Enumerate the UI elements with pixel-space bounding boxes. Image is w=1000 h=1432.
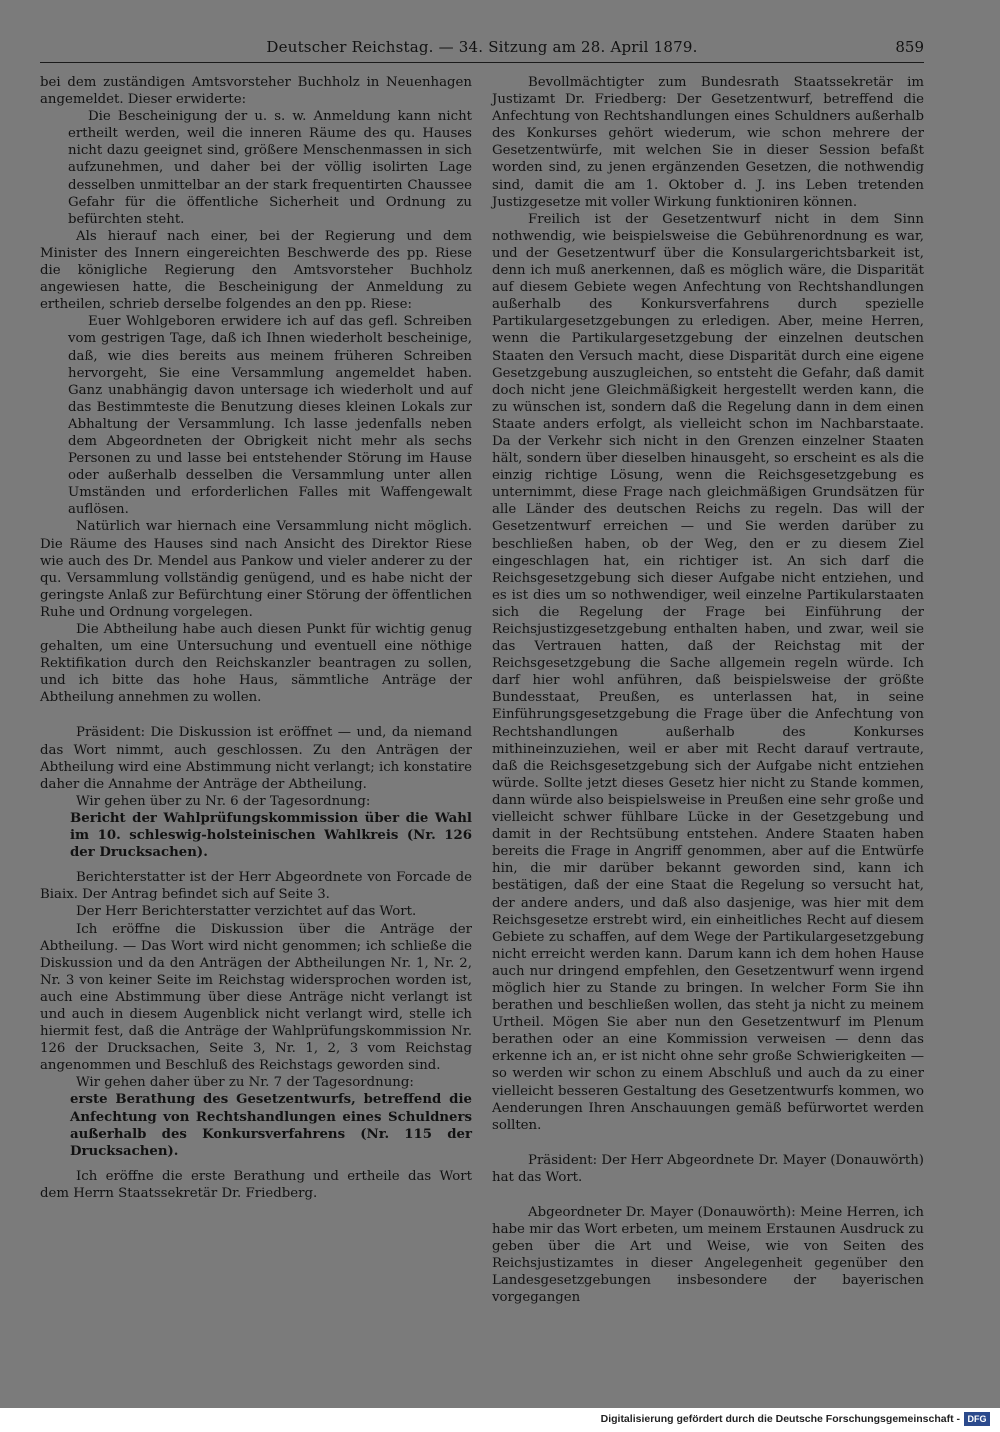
paragraph: Berichterstatter ist der Herr Abgeordnete von Forcade de Biaix. Der Antrag befindet sich auf Seite 3. <box>40 870 472 903</box>
paragraph: Freilich ist der Gesetzentwurf nicht in dem Sinn nothwendig, wie beispielsweise die Gebührenordnung es war, und der Gesetzentwurf über die Konsulargerichtsbarkeit ist, denn ich muß anerkennen, daß es möglich wäre, die Disparität auf diesem Gebiete wegen Anfechtung von Rechtshandlungen außerhalb des Konkursverfahrens durch spezielle Partikulargesetzgebungen zu erledigen. Aber, meine Herren, wenn die Partikulargesetzgebung der einzelnen deutschen Staaten den Versuch macht, diese Disparität durch eine eigene Gesetzgebung auszugleichen, so entsteht die Gefahr, daß damit doch nicht jene Gleichmäßigkeit hergestellt werden kann, die zu wünschen ist, sondern daß die Regelung dann in dem einen Staate anders erfolgt, als vielleicht schon im Nachbarstaate. Da der Verkehr sich nicht in den Grenzen einzelner Staaten hält, sondern über dieselben hinausgeht, so erscheint es als die einzig richtige Lösung, wenn die Reichsgesetzgebung es unternimmt, diese Frage nach gleichmäßigen Grundsätzen für alle Länder des deutschen Reichs zu regeln. Das will der Gesetzentwurf erreichen — und Sie werden darüber zu beschließen haben, ob der Weg, den er zu diesem Ziel eingeschlagen hat, ein richtiger ist. An sich darf die Reichsgesetzgebung sich dieser Aufgabe nicht entziehen, und es ist dies um so nothwendiger, weil einzelne Partikularstaaten sich die Regelung der Frage bei Einführung der Reichsjustizgesetzgebung enthalten haben, und zwar, weil sie das Vertrauen hatten, daß der Reichstag mit der Reichsgesetzgebung die Sache allgemein regeln würde. Ich darf hier wohl anführen, daß beispielsweise der größte Bundesstaat, Preußen, es unterlassen hat, in seine Einführungsgesetzgebung die Frage über die Anfechtung von Rechtshandlungen außerhalb des Konkurses mithineinzuziehen, weil er aber mit Recht darauf vertraute, daß die Reichsgesetzgebung sich der Aufgabe nicht entziehen würde. Sollte jetzt dieses Gesetz hier nicht zu Stande kommen, dann würde also beispielsweise in Preußen eine sehr große und vielleicht schwer fühlbare Lücke in der Gesetzgebung und damit in der Rechtsübung entstehen. Andere Staaten haben bereits die Frage in Angriff genommen, aber auf die Entwürfe hin, die mir darüber bekannt geworden sind, kann ich bestätigen, daß der eine Staat die Regelung so versucht hat, der andere anders, und daß also dasjenige, was hier mit dem Reichsgesetze erstrebt wird, ein einheitliches Recht auf diesem Gebiete zu schaffen, auf dem Wege der Partikulargesetzgebung nicht erreicht werden kann. Darum kann ich dem hohen Hause auch nur dringend empfehlen, den Gesetzentwurf wenn irgend möglich hier zu Stande zu bringen. In welcher Form Sie ihn berathen und beschließen wollen, das steht ja nicht zu meinem Urtheil. Mögen Sie aber nun den Gesetzentwurf im Plenum berathen oder an eine Kommission verweisen — denn das erkenne ich an, er ist nicht ohne sehr große Schwierigkeiten — so werden wir schon zu einem Abschluß und auch da zu einer vielleicht besseren Gestaltung des Gesetzentwurfs kommen, wo Aenderungen Ihren Anschauungen gemäß befürwortet werden sollten. <box>492 211 924 1133</box>
quoted-paragraph: Euer Wohlgeboren erwidere ich auf das gefl. Schreiben vom gestrigen Tage, daß ich Ihnen wiederholt bescheinige, daß, wie dies bereits aus meinem früheren Schreiben hervorgeht, Sie eine Versammlung angemeldet haben. Ganz unabhängig davon untersage ich wiederholt und auf das Bestimmteste die Benutzung dieses kleinen Lokals zur Abhaltung der Versammlung. Ich lasse jedenfalls neben dem Abgeordneten der Obrigkeit nicht mehr als sechs Personen zu und lasse bei entstehender Störung im Hause oder außerhalb desselben die Versammlung unter allen Umständen und erforderlichen Falles mit Waffengewalt auflösen. <box>68 314 472 518</box>
left-column <box>40 74 472 1202</box>
header-title: Deutscher Reichstag. — 34. Sitzung am 28. April 1879. <box>266 38 698 56</box>
footer-bar <box>0 1408 1000 1432</box>
president-statement: Präsident: Die Diskussion ist eröffnet — und, da niemand das Wort nimmt, auch geschlossen. Zu den Anträgen der Abtheilung wird eine Abstimmung nicht verlangt; ich konstatire daher die Annahme der Anträge der Abtheilung. <box>40 725 472 792</box>
paragraph: bei dem zuständigen Amtsvorsteher Buchholz in Neuenhagen angemeldet. Dieser erwiderte: <box>40 75 472 108</box>
paragraph: Als hierauf nach einer, bei der Regierung und dem Minister des Innern eingereichten Beschwerde des pp. Riese die königliche Regierung den Amtsvorsteher Buchholz angewiesen hatte, die Bescheinigung der Anmeldung zu ertheilen, schrieb derselbe folgendes an den pp. Riese: <box>40 228 472 313</box>
paragraph: Wir gehen daher über zu Nr. 7 der Tagesordnung: <box>76 1075 414 1091</box>
dfg-logo: DFG <box>964 1412 990 1426</box>
paragraph: Die Abtheilung habe auch diesen Punkt für wichtig genug gehalten, um eine Untersuchung und eventuell eine nöthige Rektifikation durch den Reichskanzler beantragen zu sollen, und ich bitte das hohe Haus, sämmtliche Anträge der Abtheilung annehmen zu wollen. <box>40 622 472 706</box>
speaker-statement: Bevollmächtigter zum Bundesrath Staatssekretär im Justizamt Dr. Friedberg: Der Gesetzentwurf, betreffend die Anfechtung von Rechtshandlungen eines Schuldners außerhalb des Konkurses gehört wiederum, wie schon mehrere der Gesetzentwürfe, mit welchen Sie in dieser Session befaßt worden sind, zu jenen ergänzenden Gesetzen, die nothwendig sind, damit die am 1. Oktober d. J. ins Leben tretenden Justizgesetze mit voller Wirkung funktioniren können. <box>492 75 924 210</box>
page-header <box>40 36 924 63</box>
agenda-item: Bericht der Wahlprüfungskommission über die Wahl im 10. schleswig-holsteinischen Wahlkreis (Nr. 126 der Drucksachen). <box>70 810 472 861</box>
agenda-item: erste Berathung des Gesetzentwurfs, betreffend die Anfechtung von Rechtshandlungen eines Schuldners außerhalb des Konkursverfahrens (Nr. 115 der Drucksachen). <box>70 1092 472 1159</box>
paragraph: Ich eröffne die Diskussion über die Anträge der Abtheilung. — Das Wort wird nicht genommen; ich schließe die Diskussion und da den Anträgen der Abtheilungen Nr. 1, Nr. 2, Nr. 3 von keiner Seite im Reichstag widersprochen worden ist, auch eine Abstimmung über diese Anträge nicht verlangt ist und auch in diesem Augenblick nicht verlangt wird, stelle ich hiermit fest, daß die Anträge der Wahlprüfungskommission Nr. 126 der Drucksachen, Seite 3, Nr. 1, 2, 3 vom Reichstag angenommen und Beschluß des Reichstags geworden sind. <box>40 921 472 1074</box>
paragraph: Natürlich war hiernach eine Versammlung nicht möglich. Die Räume des Hauses sind nach Ansicht des Direktor Riese wie auch des Dr. Mendel aus Pankow und vieler anderer zu der qu. Versammlung vollständig genügend, und es habe nicht der geringste Anlaß zur Befürchtung einer Störung der öffentlichen Ruhe und Ordnung vorgelegen. <box>40 519 472 620</box>
speaker-statement: Abgeordneter Dr. Mayer (Donauwörth): Meine Herren, ich habe mir das Wort erbeten, um meinem Erstaunen Ausdruck zu geben über die Art und Weise, wie von Seiten des Reichsjustizamtes in dieser Angelegenheit gegenüber den Landesgesetzgebungen insbesondere der bayerischen vorgegangen <box>492 1205 924 1306</box>
paragraph: Der Herr Berichterstatter verzichtet auf das Wort. <box>76 904 417 920</box>
page-number: 859 <box>895 38 924 56</box>
quoted-paragraph: Die Bescheinigung der u. s. w. Anmeldung kann nicht ertheilt werden, weil die inneren Räume des qu. Hauses nicht dazu geeignet sind, größere Menschenmassen in sich aufzunehmen, und daher bei der völlig isolirten Lage desselben unmittelbar an der stark frequentirten Chaussee Gefahr für die öffentliche Sicherheit und Ordnung zu befürchten steht. <box>68 109 472 227</box>
paragraph: Wir gehen über zu Nr. 6 der Tagesordnung: <box>76 793 371 809</box>
digitization-credit: Digitalisierung gefördert durch die Deutsche Forschungsgemeinschaft - <box>600 1413 960 1425</box>
right-column <box>492 74 924 1307</box>
president-statement: Präsident: Der Herr Abgeordnete Dr. Mayer (Donauwörth) hat das Wort. <box>492 1152 924 1185</box>
paragraph: Ich eröffne die erste Berathung und ertheile das Wort dem Herrn Staatssekretär Dr. Friedberg. <box>40 1168 472 1201</box>
